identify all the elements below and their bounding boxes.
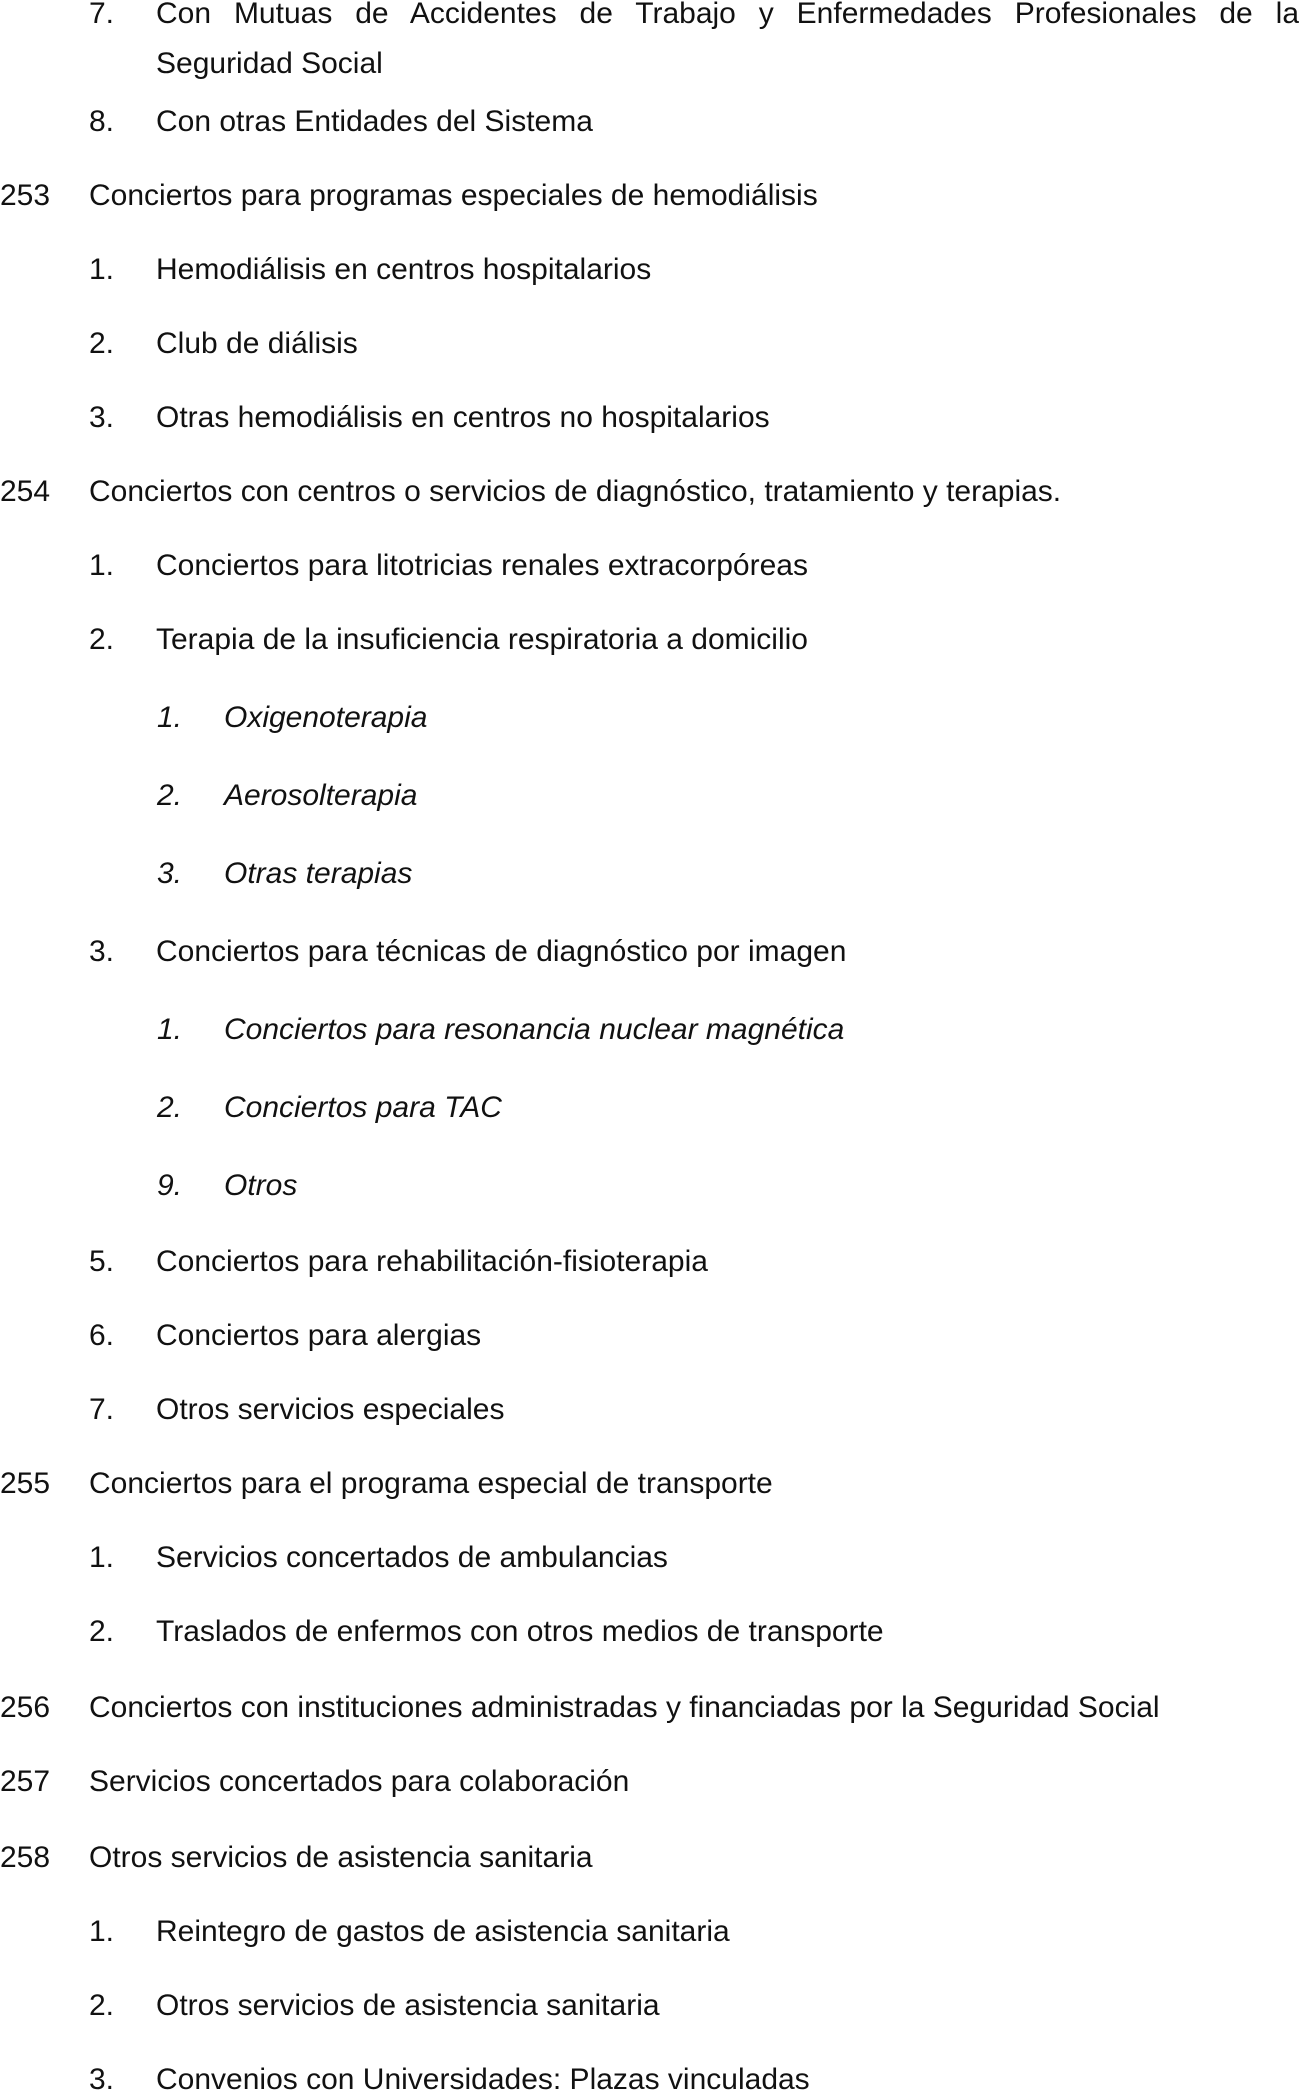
section-title: Conciertos para el programa especial de transporte xyxy=(89,1467,773,1500)
item-text: Conciertos para TAC xyxy=(224,1091,502,1124)
section-code: 258 xyxy=(0,1841,51,1874)
item-text: Conciertos para alergias xyxy=(156,1319,482,1352)
item-number: 2. xyxy=(89,1989,115,2022)
item-text: Con otras Entidades del Sistema xyxy=(156,105,593,138)
list-item xyxy=(0,1988,1299,2024)
section-item xyxy=(0,1466,1299,1502)
section-code: 253 xyxy=(0,179,51,212)
item-text: Convenios con Universidades: Plazas vinculadas xyxy=(156,2063,810,2096)
item-number: 1. xyxy=(89,549,115,582)
list-item xyxy=(0,1318,1299,1354)
item-number: 1. xyxy=(157,1013,183,1046)
item-number: 7. xyxy=(89,0,115,30)
item-number: 1. xyxy=(89,253,115,286)
list-item xyxy=(0,46,1299,82)
section-title: Servicios concertados para colaboración xyxy=(89,1765,630,1798)
item-text: Conciertos para rehabilitación-fisioterapia xyxy=(156,1245,708,1278)
item-number: 2. xyxy=(89,623,115,656)
list-item xyxy=(0,252,1299,288)
item-number: 9. xyxy=(157,1169,183,1202)
sub-list-item xyxy=(0,1090,1299,1126)
section-item xyxy=(0,1764,1299,1800)
item-text: Otros servicios de asistencia sanitaria xyxy=(156,1989,660,2022)
list-item xyxy=(0,622,1299,658)
list-item xyxy=(0,400,1299,436)
item-text: Aerosolterapia xyxy=(224,779,418,812)
item-text: Otras hemodiálisis en centros no hospitalarios xyxy=(156,401,770,434)
sub-list-item xyxy=(0,1012,1299,1048)
list-item xyxy=(0,1914,1299,1950)
list-item xyxy=(0,1392,1299,1428)
section-title: Conciertos para programas especiales de hemodiálisis xyxy=(89,179,818,212)
item-number: 2. xyxy=(157,779,183,812)
item-text: Club de diálisis xyxy=(156,327,358,360)
item-number: 2. xyxy=(89,1615,115,1648)
section-item xyxy=(0,1840,1299,1876)
section-item xyxy=(0,474,1299,510)
item-number: 6. xyxy=(89,1319,115,1352)
item-number: 2. xyxy=(157,1091,183,1124)
item-number: 2. xyxy=(89,327,115,360)
item-number: 3. xyxy=(89,2063,115,2096)
item-number: 1. xyxy=(157,701,183,734)
section-item xyxy=(0,1690,1299,1726)
item-number: 3. xyxy=(157,857,183,890)
item-text: Conciertos para resonancia nuclear magnética xyxy=(224,1013,845,1046)
item-text: Otros servicios especiales xyxy=(156,1393,505,1426)
item-text: Hemodiálisis en centros hospitalarios xyxy=(156,253,652,286)
item-number: 7. xyxy=(89,1393,115,1426)
item-number: 3. xyxy=(89,935,115,968)
list-item xyxy=(0,104,1299,140)
list-item xyxy=(0,1244,1299,1280)
section-title: Conciertos con instituciones administradas y financiadas por la Seguridad Social xyxy=(89,1691,1160,1724)
list-item xyxy=(0,0,1299,32)
section-code: 255 xyxy=(0,1467,51,1500)
list-item xyxy=(0,1614,1299,1650)
item-text: Otros xyxy=(224,1169,298,1202)
item-text: Terapia de la insuficiencia respiratoria a domicilio xyxy=(156,623,808,656)
item-text: Oxigenoterapia xyxy=(224,701,428,734)
item-number: 3. xyxy=(89,401,115,434)
list-item xyxy=(0,548,1299,584)
item-text: Servicios concertados de ambulancias xyxy=(156,1541,668,1574)
list-item xyxy=(0,326,1299,362)
sub-list-item xyxy=(0,778,1299,814)
section-code: 256 xyxy=(0,1691,51,1724)
item-text: Seguridad Social xyxy=(156,47,383,80)
section-code: 254 xyxy=(0,475,51,508)
item-text: Reintegro de gastos de asistencia sanitaria xyxy=(156,1915,730,1948)
sub-list-item xyxy=(0,856,1299,892)
item-text: Conciertos para litotricias renales extracorpóreas xyxy=(156,549,808,582)
item-number: 1. xyxy=(89,1541,115,1574)
item-text: Otras terapias xyxy=(224,857,413,890)
item-text: Conciertos para técnicas de diagnóstico por imagen xyxy=(156,935,847,968)
list-item xyxy=(0,934,1299,970)
section-code: 257 xyxy=(0,1765,51,1798)
item-number: 5. xyxy=(89,1245,115,1278)
list-item xyxy=(0,1540,1299,1576)
item-text: Traslados de enfermos con otros medios de transporte xyxy=(156,1615,884,1648)
section-title: Conciertos con centros o servicios de diagnóstico, tratamiento y terapias. xyxy=(89,475,1062,508)
item-text: Con Mutuas de Accidentes de Trabajo y Enfermedades Profesionales de la xyxy=(156,0,1299,30)
item-number: 8. xyxy=(89,105,115,138)
sub-list-item xyxy=(0,1168,1299,1204)
section-item xyxy=(0,178,1299,214)
sub-list-item xyxy=(0,700,1299,736)
item-number: 1. xyxy=(89,1915,115,1948)
section-title: Otros servicios de asistencia sanitaria xyxy=(89,1841,593,1874)
